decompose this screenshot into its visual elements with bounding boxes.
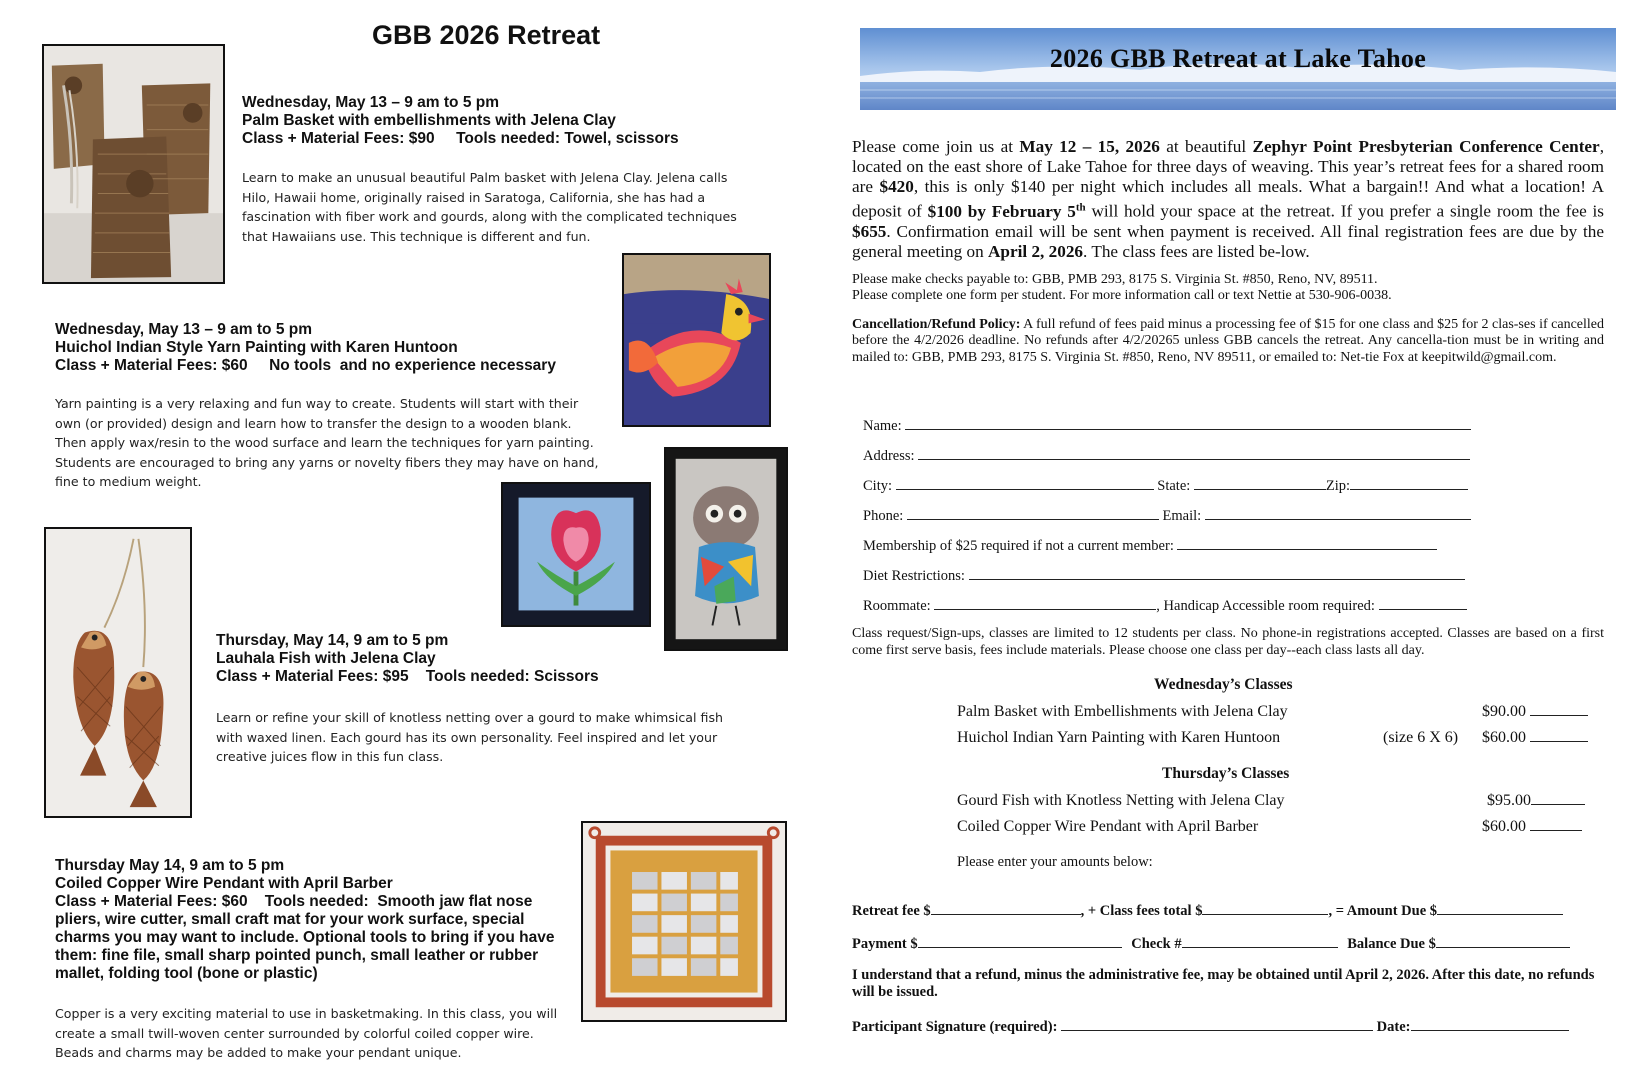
- class-3-fees: Class + Material Fees: $95 Tools needed: Scissors: [216, 668, 599, 685]
- refund-note: I understand that a refund, minus the administrative fee, may be obtained until April 2, 2026. After this date, no refunds will be issued.: [852, 967, 1595, 1000]
- yarn-bird-photo: [622, 253, 771, 427]
- class-4-desc-line: create a small twill-woven center surrounded by colorful coiled copper wire.: [55, 1025, 534, 1041]
- class-4-fees: Class + Material Fees: $60 Tools needed: Smooth jaw flat nose: [55, 893, 533, 910]
- thu-class-1-price-row: [1487, 792, 1585, 810]
- class-fees-field[interactable]: [1202, 902, 1328, 915]
- intro-text: at beautiful: [1159, 137, 1253, 156]
- thu-class-2-price-row: [1482, 818, 1582, 836]
- class-2-title: Huichol Indian Style Yarn Painting with Karen Huntoon: [55, 339, 458, 356]
- class-3-title: Lauhala Fish with Jelena Clay: [216, 650, 436, 667]
- lauhala-fish-photo: [44, 527, 192, 818]
- diet-field[interactable]: [969, 567, 1465, 580]
- intro-text: , located on the east shore of Lake Tahoe for three days of weaving. This year’s retreat fees for a shared room are: [852, 137, 1604, 196]
- class-2-fees: Class + Material Fees: $60 No tools and no experience necessary: [55, 357, 556, 374]
- class-2-desc-line: Then apply wax/resin to the wood surface and learn the techniques for yarn painting.: [55, 435, 594, 450]
- venue-name: Zephyr Point Presbyterian Conference Center: [1252, 137, 1600, 156]
- phone-label: Phone:: [863, 508, 904, 524]
- intro-text: Please come join us at: [852, 137, 1020, 156]
- city-label: City:: [863, 478, 893, 494]
- deposit-info-sup: th: [1075, 201, 1086, 213]
- intro-text: . The class fees are listed be-low.: [1083, 241, 1310, 261]
- class-4-tools: mallet, folding tool (bone or plastic): [55, 965, 318, 982]
- class-2-date: Wednesday, May 13 – 9 am to 5 pm: [55, 321, 312, 338]
- signup-info: Class request/Sign-ups, classes are limited to 12 students per class. No phone-in registrations accepted. Classes are based on a first come first serve basis, fees include materials. Please choose one class per day--each class lasts all day.: [852, 626, 1604, 658]
- class-1-desc-line: Hilo, Hawaii home, originally raised in Saratoga, California, she has had a: [242, 189, 706, 205]
- registration-info: [852, 137, 1604, 366]
- class-4-title: Coiled Copper Wire Pendant with April Barber: [55, 875, 393, 892]
- signature-label: Participant Signature (required):: [852, 1019, 1058, 1035]
- retreat-fee-field[interactable]: [931, 902, 1081, 915]
- intro-paragraph: [852, 137, 1604, 262]
- roommate-row: [863, 597, 1467, 615]
- amount-due-label: , = Amount Due $: [1328, 903, 1438, 919]
- thu-class-1-price: $95.00: [1487, 792, 1531, 809]
- retreat-fee-label: Retreat fee $: [852, 903, 931, 919]
- checks-info: [852, 272, 1604, 305]
- wed-class-2-price: $60.00: [1482, 729, 1526, 746]
- wednesday-heading: Wednesday’s Classes: [1154, 676, 1293, 693]
- class-3-description: [216, 708, 723, 767]
- thu-class-2-name: Coiled Copper Wire Pendant with April Barber: [957, 818, 1259, 835]
- class-4-tools: pliers, wire cutter, small craft mat for your work surface, special: [55, 911, 525, 928]
- signature-field[interactable]: [1061, 1018, 1373, 1031]
- class-2-desc-line: Students are encouraged to bring any yarns or novelty fibers they may have on hand,: [55, 454, 599, 470]
- check-label: Check #: [1131, 936, 1182, 952]
- class-4-tools: them: fine file, small sharp pointed punch, small leather or rubber: [55, 947, 539, 964]
- shared-room-fee: $420: [879, 177, 914, 196]
- name-row: [863, 417, 1471, 435]
- class-2-header: [55, 321, 556, 375]
- wed-class-2-name: Huichol Indian Yarn Painting with Karen Huntoon: [957, 729, 1281, 746]
- wed-class-2-entry[interactable]: [1530, 729, 1588, 742]
- date-field[interactable]: [1411, 1018, 1569, 1031]
- address-row: [863, 447, 1470, 465]
- handicap-field[interactable]: [1379, 597, 1467, 610]
- phone-row: [863, 507, 1471, 525]
- class-4-tools: charms you may want to include. Optional tools to bring if you have: [55, 929, 555, 946]
- class-1-header: [242, 94, 679, 148]
- class-4-description: [55, 1004, 557, 1063]
- class-3-date: Thursday, May 14, 9 am to 5 pm: [216, 632, 449, 649]
- membership-row: [863, 537, 1437, 555]
- class-fees-label: , + Class fees total $: [1080, 903, 1203, 919]
- class-3-desc-line: creative juices flow in this fun class.: [216, 749, 444, 764]
- class-4-header: [55, 857, 555, 983]
- fees-row: [852, 902, 1563, 920]
- cancellation-label: Cancellation/Refund Policy:: [852, 316, 1021, 332]
- zip-field[interactable]: [1350, 477, 1468, 490]
- class-1-fees: Class + Material Fees: $90 Tools needed: Towel, scissors: [242, 130, 679, 147]
- copper-pendant-photo: [581, 821, 787, 1022]
- name-label: Name:: [863, 418, 902, 434]
- page-title: GBB 2026 Retreat: [372, 20, 601, 50]
- roommate-label: Roommate:: [863, 598, 931, 614]
- thu-class-1-name: Gourd Fish with Knotless Netting with Jelena Clay: [957, 792, 1285, 809]
- palm-basket-photo: [42, 44, 225, 284]
- intro-text: , this is only $140 per night which includes all meals. What a bargain!! And what a location! A deposit of: [852, 177, 1604, 221]
- class-2-description: [55, 394, 599, 492]
- amounts-prompt: Please enter your amounts below:: [957, 854, 1153, 870]
- class-1-date: Wednesday, May 13 – 9 am to 5 pm: [242, 94, 499, 111]
- wed-class-1-name: Palm Basket with Embellishments with Jelena Clay: [957, 703, 1288, 720]
- wed-class-1-price: $90.00: [1482, 703, 1526, 720]
- class-1-title: Palm Basket with embellishments with Jelena Clay: [242, 112, 616, 129]
- diet-row: [863, 567, 1465, 585]
- deposit-info: $100 by February 5: [927, 201, 1076, 221]
- phone-field[interactable]: [907, 507, 1159, 520]
- roommate-field[interactable]: [934, 597, 1156, 610]
- diet-label: Diet Restrictions:: [863, 568, 965, 584]
- membership-field[interactable]: [1177, 537, 1437, 550]
- class-2-desc-line: fine to medium weight.: [55, 474, 202, 489]
- banner-title: 2026 GBB Retreat at Lake Tahoe: [1049, 44, 1427, 73]
- wed-class-2-price-row: [1482, 729, 1588, 747]
- state-field[interactable]: [1194, 477, 1326, 490]
- contact-line: Please complete one form per student. For more information call or text Nettie at 530-906-0038.: [852, 288, 1392, 304]
- single-room-fee: $655: [852, 221, 887, 241]
- class-1-desc-line: that Hawaiians use. This technique is different and fun.: [242, 228, 591, 244]
- class-4-desc-line: Beads and charms may be added to make your pendant unique.: [55, 1045, 462, 1060]
- intro-text: . Confirmation email will be sent when payment is received. All final registration fees are due by the general meeting on: [852, 221, 1604, 261]
- address-field[interactable]: [918, 447, 1470, 460]
- class-2-desc-line: own (or provided) design and learn how to transfer the design to a wooden blank.: [55, 415, 572, 431]
- checks-payable-line: Please make checks payable to: GBB, PMB 293, 8175 S. Virginia St. #850, Reno, NV, 89511.: [852, 271, 1378, 287]
- name-field[interactable]: [905, 417, 1471, 430]
- email-field[interactable]: [1205, 507, 1471, 520]
- membership-label: Membership of $25 required if not a current member:: [863, 538, 1174, 554]
- retreat-dates: May 12 – 15, 2026: [1019, 137, 1160, 156]
- wed-class-1-price-row: [1482, 703, 1588, 721]
- payment-field[interactable]: [918, 935, 1122, 948]
- date-label: Date:: [1376, 1019, 1411, 1035]
- class-1-desc-line: Learn to make an unusual beautiful Palm basket with Jelena Clay. Jelena calls: [242, 170, 728, 185]
- yarn-tulip-photo: [501, 482, 651, 627]
- payment-label: Payment $: [852, 936, 918, 952]
- address-label: Address:: [863, 448, 915, 464]
- yarn-owl-photo: [664, 447, 788, 651]
- state-label: State:: [1157, 478, 1191, 494]
- balance-due-field[interactable]: [1436, 935, 1570, 948]
- class-4-desc-line: Copper is a very exciting material to use in basketmaking. In this class, you will: [55, 1006, 558, 1021]
- intro-text: will hold your space at the retreat. If you prefer a single room the fee is: [1085, 201, 1604, 221]
- class-3-desc-line: with waxed linen. Each gourd has its own personality. Feel inspired and let your: [216, 729, 718, 745]
- signature-row: [852, 1018, 1569, 1036]
- class-3-header: [216, 632, 599, 686]
- email-label: Email:: [1162, 508, 1202, 524]
- handicap-label: , Handicap Accessible room required:: [1156, 598, 1375, 614]
- cancellation-policy: [852, 317, 1604, 367]
- balance-due-label: Balance Due $: [1347, 936, 1436, 952]
- class-1-desc-line: fascination with fiber work and gourds, along with the complicated techniques: [242, 209, 737, 224]
- city-field[interactable]: [896, 477, 1154, 490]
- thu-class-2-entry[interactable]: [1530, 818, 1582, 831]
- wed-class-1-entry[interactable]: [1530, 703, 1588, 716]
- class-1-description: [242, 168, 737, 246]
- wed-class-2-note: (size 6 X 6): [1383, 729, 1459, 746]
- final-due-date: April 2, 2026: [988, 241, 1084, 261]
- class-2-desc-line: Yarn painting is a very relaxing and fun way to create. Students will start with their: [55, 396, 579, 411]
- amount-due-field[interactable]: [1437, 902, 1563, 915]
- check-field[interactable]: [1182, 935, 1338, 948]
- class-4-date: Thursday May 14, 9 am to 5 pm: [55, 857, 285, 874]
- thursday-heading: Thursday’s Classes: [1162, 765, 1290, 782]
- cancellation-text: A full refund of fees paid minus a processing fee of $15 for one class and $25 for 2 clas-ses if cancelled before the 4/2/2026 deadline. No refunds after 4/2/20265 unless GBB cancels the retreat. Any cancella-tion must be in writing and mailed to: GBB, PMB 293, 8175 S. Virginia St. #850, Reno, NV 89511, or emailed to: Net-tie Fox at keepitwild@gmail.com.: [852, 316, 1604, 365]
- thu-class-1-entry[interactable]: [1531, 792, 1585, 805]
- city-row: [863, 477, 1468, 495]
- zip-label: Zip:: [1325, 478, 1351, 494]
- thu-class-2-price: $60.00: [1482, 818, 1526, 835]
- class-3-desc-line: Learn or refine your skill of knotless netting over a gourd to make whimsical fish: [216, 710, 723, 725]
- banner: [860, 28, 1616, 110]
- payment-row: [852, 935, 1570, 953]
